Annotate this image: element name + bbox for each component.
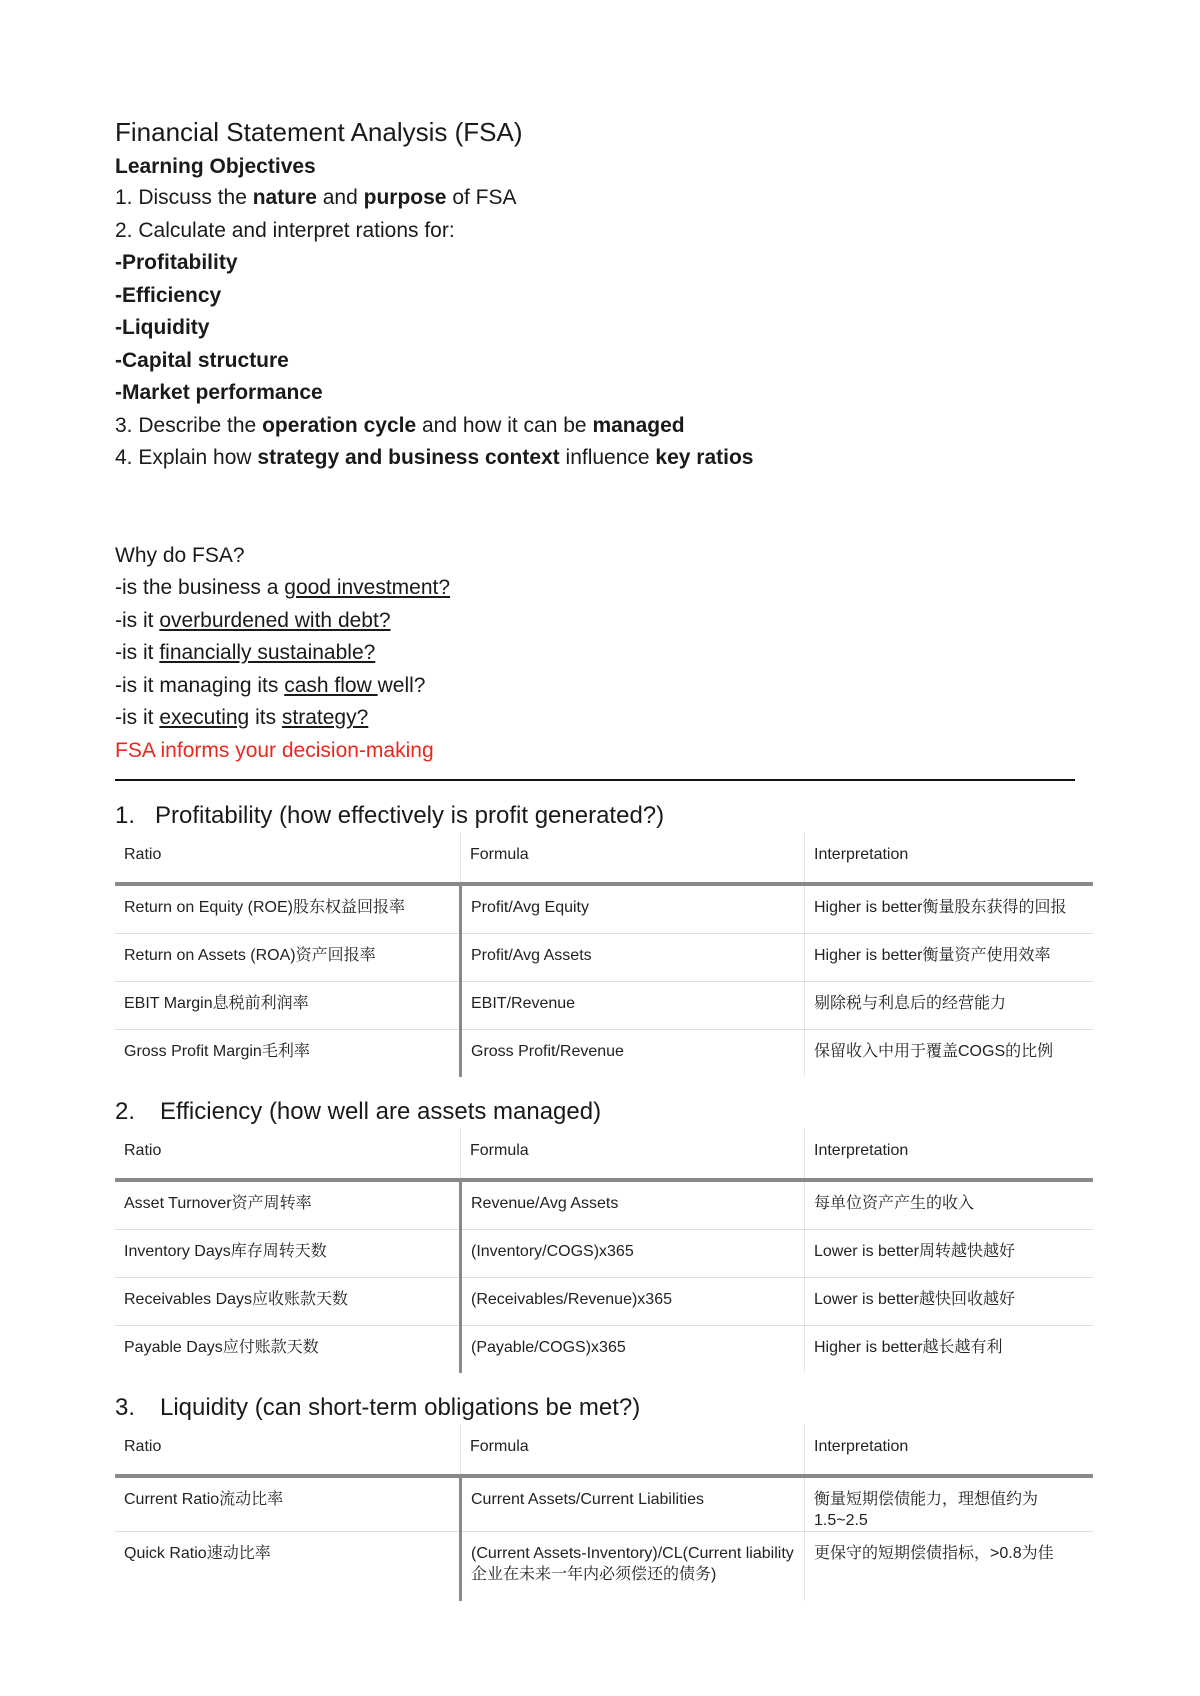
cell-interpretation: Lower is better越快回收越好 bbox=[805, 1278, 1094, 1326]
section-heading-efficiency: 2. Efficiency (how well are assets managed) bbox=[115, 1098, 602, 1125]
spacer bbox=[115, 475, 1090, 540]
column-header-formula: Formula bbox=[461, 833, 805, 884]
cell-interpretation: Lower is better周转越快越好 bbox=[805, 1230, 1094, 1278]
table-row bbox=[115, 1476, 1093, 1532]
objective-subitem: -Market performance bbox=[115, 381, 323, 404]
liquidity-table bbox=[115, 1425, 1093, 1601]
cell-interpretation: Higher is better衡量资产使用效率 bbox=[805, 934, 1094, 982]
cell-formula: (Payable/COGS)x365 bbox=[461, 1326, 805, 1374]
horizontal-divider bbox=[115, 779, 1075, 781]
cell-ratio: Return on Assets (ROA)资产回报率 bbox=[115, 934, 461, 982]
cell-ratio: Return on Equity (ROE)股东权益回报率 bbox=[115, 884, 461, 934]
profitability-table bbox=[115, 833, 1093, 1077]
table-header-row bbox=[115, 1129, 1093, 1180]
table-row bbox=[115, 982, 1093, 1030]
cell-formula: Revenue/Avg Assets bbox=[461, 1180, 805, 1230]
cell-formula: EBIT/Revenue bbox=[461, 982, 805, 1030]
cell-ratio: Asset Turnover资产周转率 bbox=[115, 1180, 461, 1230]
objective-subitem: -Efficiency bbox=[115, 283, 222, 307]
cell-formula: (Current Assets-Inventory)/CL(Current liability企业在未来一年内必须偿还的债务) bbox=[461, 1532, 805, 1602]
table-row bbox=[115, 1326, 1093, 1374]
why-heading: Why do FSA? bbox=[115, 543, 245, 567]
cell-formula: Current Assets/Current Liabilities bbox=[461, 1476, 805, 1532]
table-row bbox=[115, 884, 1093, 934]
table-header-row bbox=[115, 1425, 1093, 1476]
objective-subitem: -Liquidity bbox=[115, 316, 210, 339]
cell-formula: Profit/Avg Assets bbox=[461, 934, 805, 982]
why-question-3: -is it financially sustainable? bbox=[115, 641, 376, 664]
why-question-2: -is it overburdened with debt? bbox=[115, 608, 391, 632]
column-header-formula: Formula bbox=[461, 1129, 805, 1180]
column-header-ratio: Ratio bbox=[115, 1129, 461, 1180]
page-title: Financial Statement Analysis (FSA) bbox=[115, 117, 523, 147]
objective-subitem: -Capital structure bbox=[115, 348, 289, 372]
cell-ratio: EBIT Margin息税前利润率 bbox=[115, 982, 461, 1030]
cell-ratio: Inventory Days库存周转天数 bbox=[115, 1230, 461, 1278]
column-header-ratio: Ratio bbox=[115, 1425, 461, 1476]
table-row bbox=[115, 1532, 1093, 1602]
cell-interpretation: 剔除税与利息后的经营能力 bbox=[805, 982, 1094, 1030]
cell-formula: Gross Profit/Revenue bbox=[461, 1030, 805, 1078]
why-conclusion: FSA informs your decision-making bbox=[115, 738, 434, 762]
column-header-ratio: Ratio bbox=[115, 833, 461, 884]
column-header-interpretation: Interpretation bbox=[805, 1425, 1094, 1476]
section-heading-liquidity: 3. Liquidity (can short-term obligations be met?) bbox=[115, 1394, 641, 1421]
cell-interpretation: Higher is better衡量股东获得的回报 bbox=[805, 884, 1094, 934]
table-header-row bbox=[115, 833, 1093, 884]
table-row bbox=[115, 934, 1093, 982]
cell-ratio: Current Ratio流动比率 bbox=[115, 1476, 461, 1532]
table-row bbox=[115, 1230, 1093, 1278]
column-header-formula: Formula bbox=[461, 1425, 805, 1476]
section-heading-profitability: 1. Profitability (how effectively is profit generated?) bbox=[115, 802, 665, 829]
cell-ratio: Receivables Days应收账款天数 bbox=[115, 1278, 461, 1326]
cell-interpretation: 衡量短期偿债能力，理想值约为1.5~2.5 bbox=[805, 1476, 1094, 1532]
cell-formula: (Inventory/COGS)x365 bbox=[461, 1230, 805, 1278]
why-question-4: -is it managing its cash flow well? bbox=[115, 673, 426, 697]
table-row bbox=[115, 1030, 1093, 1078]
objective-3: 3. Describe the operation cycle and how it can be managed bbox=[115, 413, 685, 437]
objective-subitem: -Profitability bbox=[115, 251, 238, 274]
cell-formula: (Receivables/Revenue)x365 bbox=[461, 1278, 805, 1326]
column-header-interpretation: Interpretation bbox=[805, 1129, 1094, 1180]
cell-formula: Profit/Avg Equity bbox=[461, 884, 805, 934]
why-question-1: -is the business a good investment? bbox=[115, 576, 451, 599]
cell-ratio: Quick Ratio速动比率 bbox=[115, 1532, 461, 1602]
objective-1: 1. Discuss the nature and purpose of FSA bbox=[115, 186, 517, 209]
cell-interpretation: 保留收入中用于覆盖COGS的比例 bbox=[814, 1043, 1054, 1060]
table-row bbox=[115, 1180, 1093, 1230]
document-content bbox=[115, 114, 1090, 1601]
cell-ratio: Payable Days应付账款天数 bbox=[115, 1326, 461, 1374]
efficiency-table bbox=[115, 1129, 1093, 1373]
column-header-interpretation: Interpretation bbox=[805, 833, 1094, 884]
table-row bbox=[115, 1278, 1093, 1326]
objective-2: 2. Calculate and interpret rations for: bbox=[115, 218, 455, 242]
cell-interpretation: 每单位资产产生的收入 bbox=[805, 1180, 1094, 1230]
cell-interpretation: Higher is better越长越有利 bbox=[814, 1339, 1003, 1356]
objective-4: 4. Explain how strategy and business context influence key ratios bbox=[115, 446, 754, 469]
why-question-5: -is it executing its strategy? bbox=[115, 706, 369, 729]
objectives-heading: Learning Objectives bbox=[115, 155, 316, 178]
cell-interpretation: 更保守的短期偿债指标，>0.8为佳 bbox=[814, 1545, 1054, 1562]
cell-ratio: Gross Profit Margin毛利率 bbox=[115, 1030, 461, 1078]
